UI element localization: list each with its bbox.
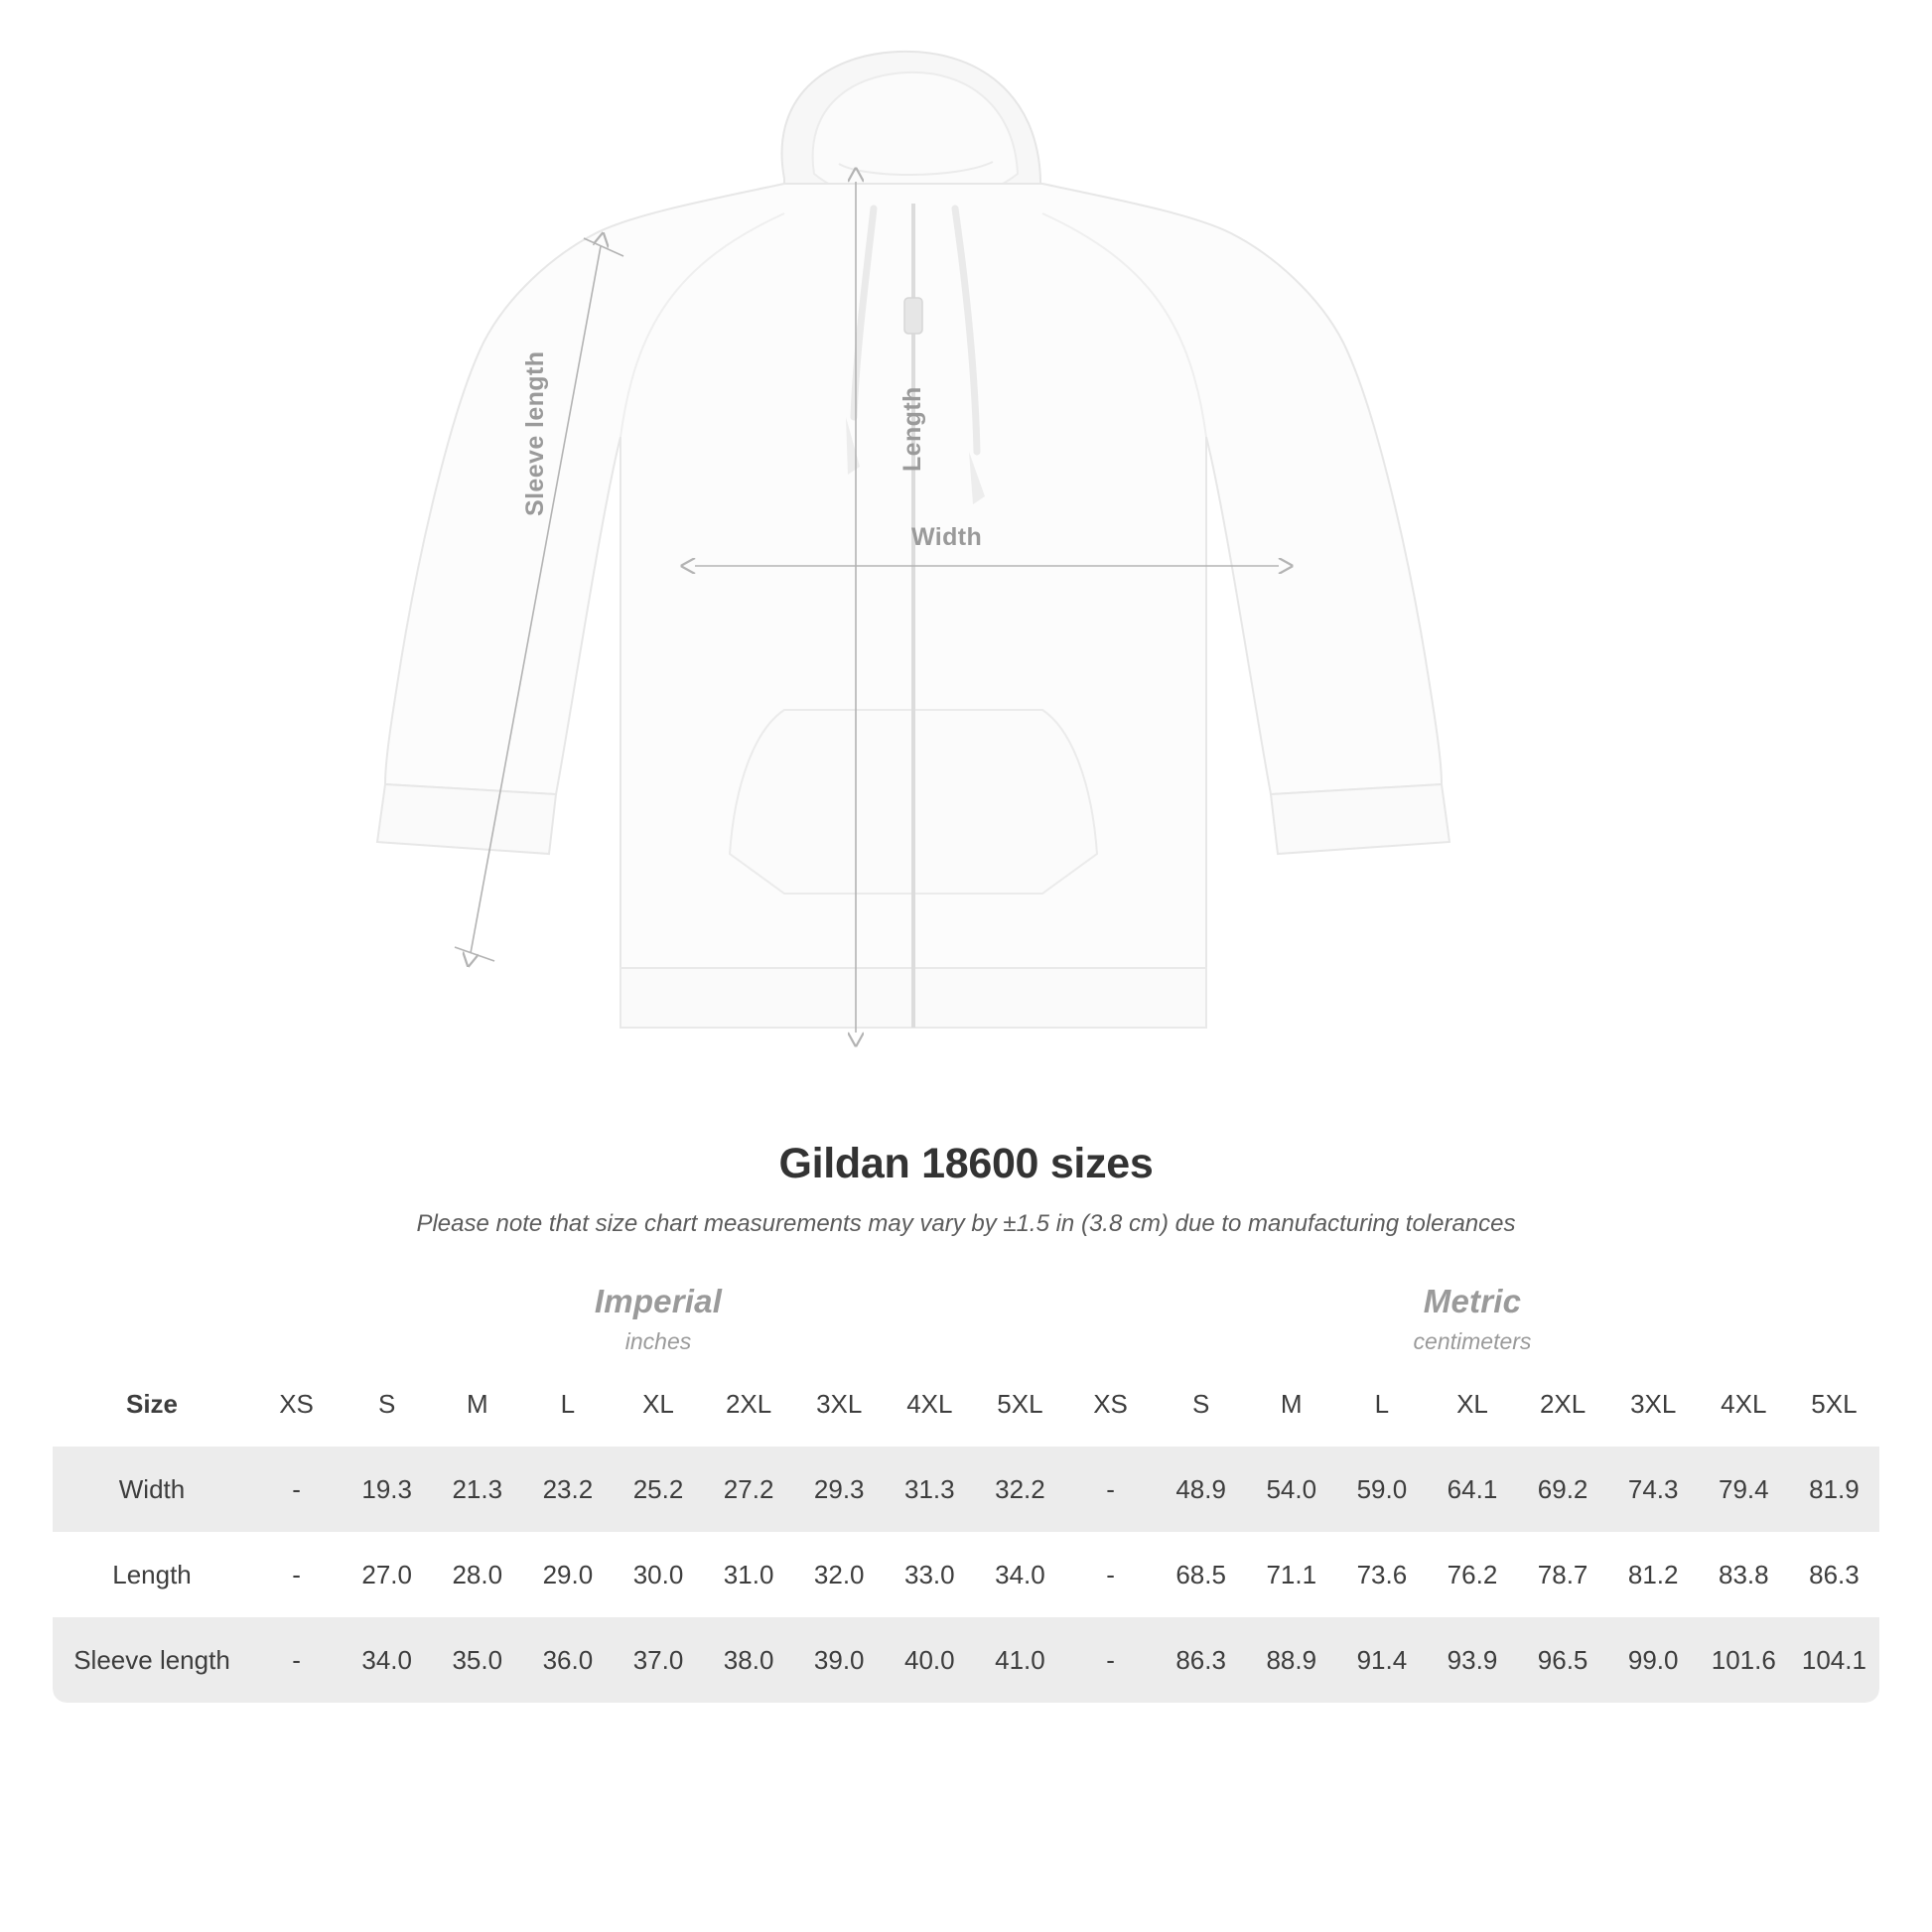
sleeve-imperial-2xl: 38.0 [704, 1617, 794, 1703]
length-metric-xl: 76.2 [1427, 1532, 1517, 1617]
sleeve-imperial-xs: - [251, 1617, 342, 1703]
size-header-metric-l: L [1336, 1361, 1427, 1447]
width-metric-5xl: 81.9 [1789, 1447, 1879, 1532]
size-header-metric-s: S [1156, 1361, 1246, 1447]
length-metric-2xl: 78.7 [1518, 1532, 1608, 1617]
length-imperial-m: 28.0 [432, 1532, 522, 1617]
chart-note: Please note that size chart measurements may vary by ±1.5 in (3.8 cm) due to manufacturing tolerances [416, 1210, 1516, 1237]
width-metric-3xl: 74.3 [1608, 1447, 1699, 1532]
chart-title: Gildan 18600 sizes [778, 1140, 1154, 1187]
unit-corner-cell [53, 1276, 251, 1361]
width-metric-s: 48.9 [1156, 1447, 1246, 1532]
unit-imperial-cell [251, 1276, 1065, 1361]
length-imperial-l: 29.0 [522, 1532, 613, 1617]
sleeve-imperial-5xl: 41.0 [975, 1617, 1065, 1703]
sleeve-imperial-4xl: 40.0 [885, 1617, 975, 1703]
size-table [53, 1276, 1879, 1703]
width-metric-m: 54.0 [1246, 1447, 1336, 1532]
sleeve-length-dimension-label: Sleeve length [521, 350, 549, 516]
length-metric-5xl: 86.3 [1789, 1532, 1879, 1617]
length-metric-3xl: 81.2 [1608, 1532, 1699, 1617]
size-header-metric-xl: XL [1427, 1361, 1517, 1447]
length-dimension-label: Length [898, 386, 926, 472]
size-header-metric-xs: XS [1065, 1361, 1156, 1447]
size-header-metric-5xl: 5XL [1789, 1361, 1879, 1447]
size-header-metric-m: M [1246, 1361, 1336, 1447]
sleeve-metric-2xl: 96.5 [1518, 1617, 1608, 1703]
size-header-metric-3xl: 3XL [1608, 1361, 1699, 1447]
size-header-imperial-5xl: 5XL [975, 1361, 1065, 1447]
width-metric-4xl: 79.4 [1699, 1447, 1789, 1532]
width-imperial-3xl: 29.3 [794, 1447, 885, 1532]
sleeve-imperial-s: 34.0 [342, 1617, 432, 1703]
width-dimension-label: Width [911, 523, 983, 551]
width-imperial-xl: 25.2 [613, 1447, 703, 1532]
unit-imperial-sub: inches [624, 1327, 692, 1354]
sleeve-metric-xl: 93.9 [1427, 1617, 1517, 1703]
size-header-row [53, 1361, 1879, 1447]
sleeve-metric-xs: - [1065, 1617, 1156, 1703]
table-row [53, 1617, 1879, 1703]
size-header-imperial-4xl: 4XL [885, 1361, 975, 1447]
row-label-length: Length [53, 1532, 251, 1617]
width-metric-2xl: 69.2 [1518, 1447, 1608, 1532]
size-header-imperial-xs: XS [251, 1361, 342, 1447]
sleeve-imperial-xl: 37.0 [613, 1617, 703, 1703]
width-imperial-m: 21.3 [432, 1447, 522, 1532]
table-row [53, 1532, 1879, 1617]
unit-header-row [53, 1276, 1879, 1361]
width-imperial-4xl: 31.3 [885, 1447, 975, 1532]
table-row [53, 1447, 1879, 1532]
length-imperial-s: 27.0 [342, 1532, 432, 1617]
length-imperial-4xl: 33.0 [885, 1532, 975, 1617]
unit-metric-title: Metric [1423, 1282, 1522, 1319]
size-table-wrapper [53, 1276, 1879, 1703]
row-label-width: Width [53, 1447, 251, 1532]
unit-metric-cell [1065, 1276, 1879, 1361]
sleeve-metric-4xl: 101.6 [1699, 1617, 1789, 1703]
width-imperial-l: 23.2 [522, 1447, 613, 1532]
sleeve-imperial-3xl: 39.0 [794, 1617, 885, 1703]
length-imperial-3xl: 32.0 [794, 1532, 885, 1617]
unit-metric-sub: centimeters [1413, 1327, 1532, 1354]
sleeve-metric-l: 91.4 [1336, 1617, 1427, 1703]
size-header-imperial-s: S [342, 1361, 432, 1447]
width-metric-xl: 64.1 [1427, 1447, 1517, 1532]
sleeve-metric-3xl: 99.0 [1608, 1617, 1699, 1703]
width-metric-xs: - [1065, 1447, 1156, 1532]
width-imperial-2xl: 27.2 [704, 1447, 794, 1532]
length-metric-xs: - [1065, 1532, 1156, 1617]
length-metric-4xl: 83.8 [1699, 1532, 1789, 1617]
length-imperial-5xl: 34.0 [975, 1532, 1065, 1617]
sleeve-metric-5xl: 104.1 [1789, 1617, 1879, 1703]
length-metric-s: 68.5 [1156, 1532, 1246, 1617]
length-metric-l: 73.6 [1336, 1532, 1427, 1617]
size-header-label: Size [53, 1361, 251, 1447]
size-header-imperial-3xl: 3XL [794, 1361, 885, 1447]
size-header-imperial-xl: XL [613, 1361, 703, 1447]
size-header-metric-2xl: 2XL [1518, 1361, 1608, 1447]
row-label-sleeve-length: Sleeve length [53, 1617, 251, 1703]
sleeve-metric-m: 88.9 [1246, 1617, 1336, 1703]
sleeve-metric-s: 86.3 [1156, 1617, 1246, 1703]
width-imperial-xs: - [251, 1447, 342, 1532]
chart-title-block [0, 1140, 1932, 1238]
size-header-metric-4xl: 4XL [1699, 1361, 1789, 1447]
width-imperial-5xl: 32.2 [975, 1447, 1065, 1532]
sleeve-imperial-m: 35.0 [432, 1617, 522, 1703]
size-header-imperial-m: M [432, 1361, 522, 1447]
size-header-imperial-l: L [522, 1361, 613, 1447]
length-imperial-2xl: 31.0 [704, 1532, 794, 1617]
width-imperial-s: 19.3 [342, 1447, 432, 1532]
sleeve-imperial-l: 36.0 [522, 1617, 613, 1703]
length-metric-m: 71.1 [1246, 1532, 1336, 1617]
size-header-imperial-2xl: 2XL [704, 1361, 794, 1447]
length-imperial-xl: 30.0 [613, 1532, 703, 1617]
unit-imperial-title: Imperial [594, 1282, 723, 1319]
length-imperial-xs: - [251, 1532, 342, 1617]
width-metric-l: 59.0 [1336, 1447, 1427, 1532]
